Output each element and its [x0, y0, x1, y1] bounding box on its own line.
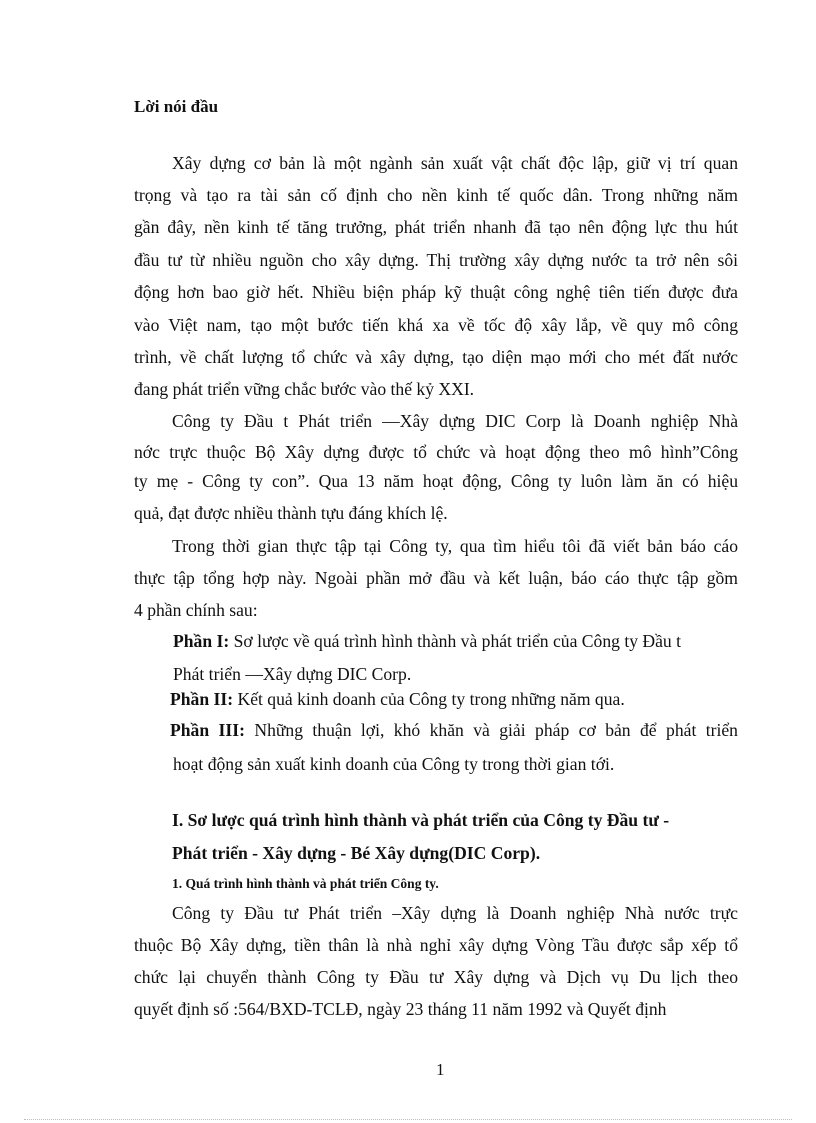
- section-title: Phát triển - Xây dựng - Bé Xây dựng(DIC Corp).: [172, 843, 541, 863]
- part-text: Kết quả kinh doanh của Công ty trong những năm qua.: [237, 689, 625, 709]
- part-text-tail: Công ty Đầu t: [581, 631, 682, 651]
- company-line: quả, đạt được nhiều thành tựu đáng khích lệ.: [134, 503, 448, 523]
- company-line: ty mẹ - Công ty con”. Qua 13 năm hoạt động, Công ty luôn làm ăn có hiệu: [134, 471, 738, 491]
- part-3-continuation: hoạt động sản xuất kinh doanh của Công ty trong thời gian tới.: [173, 754, 615, 774]
- subsection-title: 1. Quá trình hình thành và phát triển Công ty.: [172, 876, 439, 891]
- part-1-continuation: Phát triển —Xây dựng DIC Corp.: [173, 664, 412, 684]
- intro-line: Xây dựng cơ bản là một ngành sản xuất vật chất độc lập, giữ vị trí quan: [172, 153, 738, 173]
- history-line: Công ty Đầu tư Phát triển –Xây dựng là Doanh nghiệp Nhà nước trực: [172, 903, 738, 923]
- intro-line: đang phát triển vững chắc bước vào thế kỷ XXI.: [134, 379, 475, 399]
- page-number: 1: [436, 1060, 445, 1079]
- page-bottom-divider: [24, 1119, 792, 1120]
- part-label: Phần II:: [170, 689, 234, 709]
- intro-line: vào Việt nam, tạo một bước tiến khá xa về tốc độ xây lắp, về quy mô công: [134, 315, 738, 335]
- part-text: Những thuận lợi, khó khăn và giải pháp cơ bản để phát triển: [254, 720, 738, 740]
- internship-line: 4 phần chính sau:: [134, 600, 258, 620]
- company-line: Công ty Đầu t Phát triển —Xây dựng DIC Corp là Doanh nghiệp Nhà: [172, 411, 738, 431]
- page-heading: Lời nói đầu: [134, 97, 219, 116]
- section-title: I. Sơ lược quá trình hình thành và phát triển của Công ty Đầu tư -: [172, 810, 670, 830]
- history-line: thuộc Bộ Xây dựng, tiền thân là nhà nghỉ xây dựng Vòng Tầu được sắp xếp tổ: [134, 935, 738, 955]
- intro-line: đầu tư từ nhiều nguồn cho xây dựng. Thị trường xây dựng nước ta trở nên sôi: [134, 250, 738, 270]
- part-3: [170, 719, 738, 741]
- part-text: Sơ lược về quá trình hình thành và phát triển của: [233, 631, 578, 651]
- company-line: nớc trực thuộc Bộ Xây dựng được tổ chức và hoạt động theo mô hình”Công: [134, 442, 738, 462]
- part-2: [170, 688, 625, 710]
- internship-line: thực tập tổng hợp này. Ngoài phần mở đầu và kết luận, báo cáo thực tập gồm: [134, 568, 738, 588]
- history-line: chức lại chuyển thành Công ty Đầu tư Xây dựng và Dịch vụ Du lịch theo: [134, 967, 738, 987]
- intro-line: gần đây, nền kinh tế tăng trưởng, phát triển nhanh đã tạo nên động lực thu hút: [134, 217, 738, 237]
- intro-line: trình, về chất lượng tổ chức và xây dựng, tạo diện mạo mới cho mét đất nước: [134, 347, 738, 367]
- part-1: [173, 630, 681, 652]
- history-line: quyết định số :564/BXD-TCLĐ, ngày 23 tháng 11 năm 1992 và Quyết định: [134, 999, 667, 1019]
- intro-line: động hơn bao giờ hết. Nhiều biện pháp kỹ thuật công nghệ tiên tiến được đưa: [134, 282, 738, 302]
- part-label: Phần III:: [170, 720, 245, 740]
- intro-line: trọng và tạo ra tài sản cố định cho nền kinh tế quốc dân. Trong những năm: [134, 185, 738, 205]
- part-label: Phần I:: [173, 631, 230, 651]
- internship-line: Trong thời gian thực tập tại Công ty, qua tìm hiểu tôi đã viết bản báo cáo: [172, 536, 738, 556]
